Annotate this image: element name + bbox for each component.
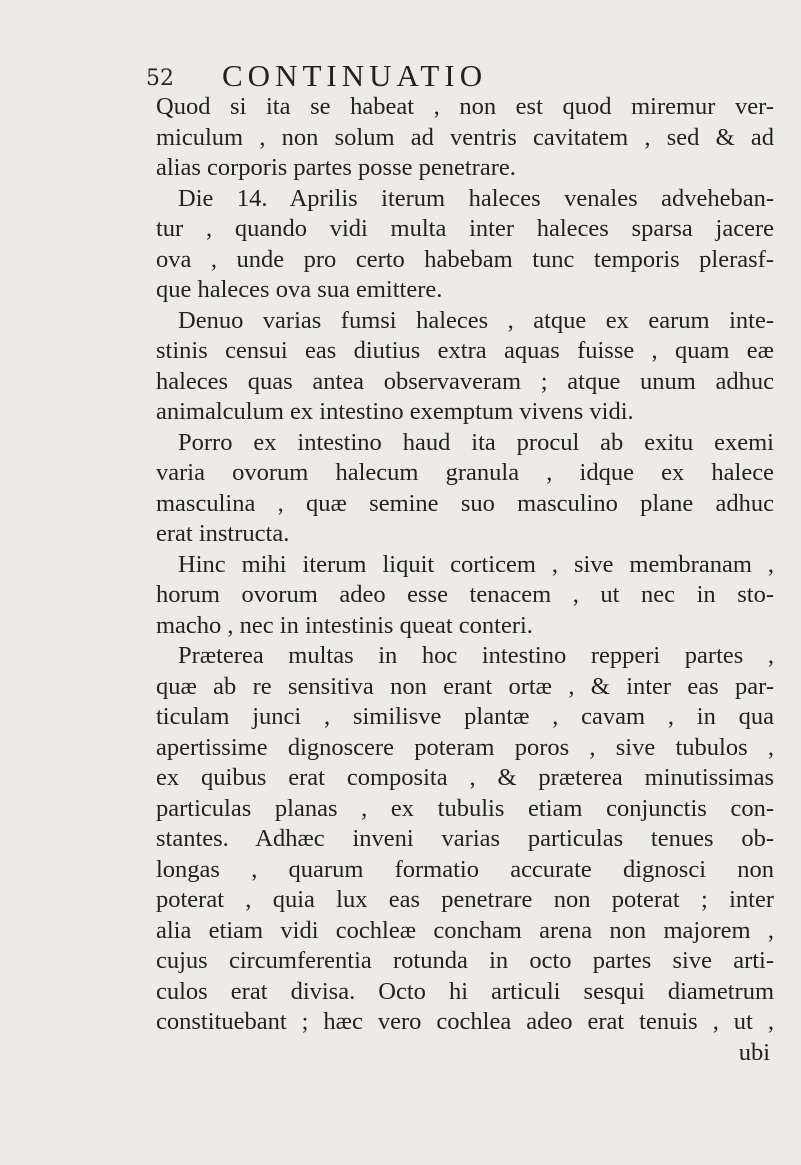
- text-line: alia etiam vidi cochleæ concham arena non majorem ,: [156, 916, 774, 944]
- text-line: constituebant ; hæc vero cochlea adeo erat tenuis , ut ,: [156, 1008, 774, 1035]
- text-line: ticulam junci , similisve plantæ , cavam , in qua: [156, 703, 774, 730]
- text-line: stantes. Adhæc inveni varias particulas tenues ob-: [156, 825, 774, 852]
- text-line: apertissime dignoscere poteram poros , sive tubulos ,: [156, 733, 774, 761]
- text-line: culos erat divisa. Octo hi articuli sesqui diametrum: [156, 977, 774, 1005]
- text-line: que haleces ova sua emittere.: [156, 276, 443, 303]
- text-line: Die 14. Aprilis iterum haleces venales adveheban-: [178, 184, 774, 212]
- running-head: CONTINUATIO: [222, 58, 488, 93]
- body-text: [156, 92, 774, 1068]
- text-line: erat instructa.: [156, 520, 290, 547]
- text-line: alias corporis partes posse penetrare.: [156, 154, 516, 181]
- text-line: haleces quas antea observaveram ; atque unum adhuc: [156, 367, 774, 395]
- text-line: Denuo varias fumsi haleces , atque ex earum inte-: [178, 306, 774, 334]
- catchword: ubi: [738, 1038, 770, 1066]
- text-line: macho , nec in intestinis queat conteri.: [156, 611, 533, 639]
- text-line: ova , unde pro certo habebam tunc temporis plerasf-: [156, 245, 774, 273]
- text-line: animalculum ex intestino exemptum vivens vidi.: [156, 398, 634, 425]
- text-line: Hinc mihi iterum liquit corticem , sive membranam ,: [178, 550, 774, 578]
- text-line: ex quibus erat composita , & præterea minutissimas: [156, 764, 774, 791]
- text-line: varia ovorum halecum granula , idque ex halece: [156, 459, 774, 486]
- text-line: particulas planas , ex tubulis etiam conjunctis con-: [156, 794, 774, 822]
- text-line: Porro ex intestino haud ita procul ab exitu exemi: [178, 428, 774, 456]
- text-line: miculum , non solum ad ventris cavitatem , sed & ad: [156, 123, 774, 151]
- text-line: tur , quando vidi multa inter haleces sparsa jacere: [156, 215, 774, 242]
- text-line: horum ovorum adeo esse tenacem , ut nec in sto-: [156, 581, 774, 608]
- text-line: poterat , quia lux eas penetrare non poterat ; inter: [156, 886, 774, 913]
- text-line: Quod si ita se habeat , non est quod miremur ver-: [156, 93, 774, 120]
- text-line: longas , quarum formatio accurate dignosci non: [156, 855, 774, 883]
- text-line: masculina , quæ semine suo masculino plane adhuc: [156, 489, 774, 517]
- page-number: 52: [146, 66, 174, 91]
- text-line: Præterea multas in hoc intestino repperi partes ,: [178, 642, 774, 669]
- text-line: quæ ab re sensitiva non erant ortæ , & inter eas par-: [156, 672, 774, 700]
- text-line: cujus circumferentia rotunda in octo partes sive arti-: [156, 947, 774, 974]
- text-line: stinis censui eas diutius extra aquas fuisse , quam eæ: [156, 337, 774, 364]
